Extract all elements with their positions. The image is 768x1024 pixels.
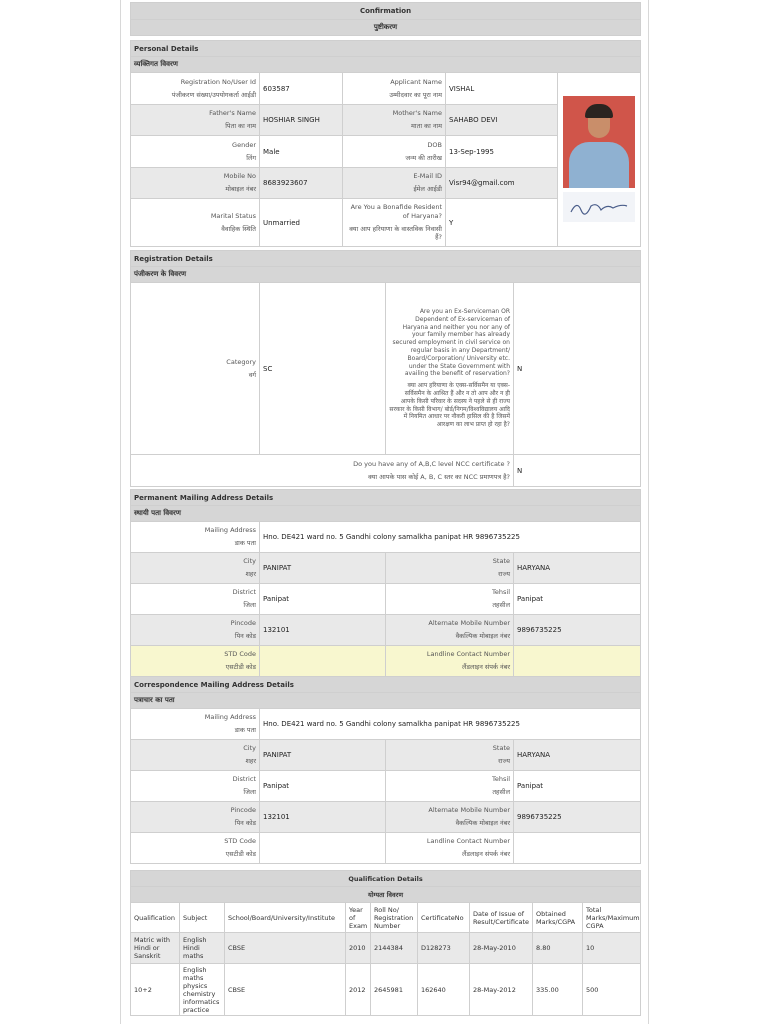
- ex-serviceman-question: Are you an Ex-Serviceman OR Dependent of Ex-serviceman of Haryana and neither you nor any of your family member has already secured employment in civil service on regular basis in any Department/ Board/Corporation/ University etc. under the State Government with availing the benefit of reservation? क्या आप हरियाणा के एक्स-सर्विसमैन या एक्स-सर्विसमैन के आश्रित हैं और न तो आप और न ही आपके किसी परिवार के सदस्य ने पहले से ही राज्य सरकार के किसी विभाग/ बोर्ड/निगम/विश्वविद्यालय आदि में नियमित आधार पर नौकरी हासिल की है जिसमें आरक्षण का लाभ प्राप्त हो रहा है?: [386, 283, 514, 455]
- correspondence-address-header-hindi: पत्राचार का पता: [131, 693, 641, 709]
- table-cell: 2010: [346, 933, 371, 964]
- correspondence-std-value: [260, 833, 386, 864]
- permanent-district-value: Panipat: [260, 584, 386, 615]
- confirmation-title: Confirmation: [131, 3, 641, 20]
- permanent-district-label: District जिला: [131, 584, 260, 615]
- table-cell: English Hindi maths: [180, 933, 225, 964]
- document-page: [120, 0, 649, 1024]
- correspondence-address-value: Hno. DE421 ward no. 5 Gandhi colony samalkha panipat HR 9896735225: [260, 709, 641, 740]
- correspondence-district-label: District जिला: [131, 771, 260, 802]
- ncc-value: N: [514, 455, 641, 487]
- column-header: Date of Issue of Result/Certificate: [470, 903, 533, 933]
- permanent-std-label: STD Code एसटीडी कोड: [131, 646, 260, 677]
- table-cell: CBSE: [225, 933, 346, 964]
- column-header: Obtained Marks/CGPA: [533, 903, 583, 933]
- correspondence-state-value: HARYANA: [514, 740, 641, 771]
- table-cell: 162640: [418, 964, 470, 1016]
- permanent-city-value: PANIPAT: [260, 553, 386, 584]
- table-cell: 335.00: [533, 964, 583, 1016]
- table-cell: 500: [583, 964, 641, 1016]
- permanent-state-label: State राज्य: [386, 553, 514, 584]
- permanent-landline-value: [514, 646, 641, 677]
- applicant-name-value: VISHAL: [446, 73, 558, 105]
- correspondence-city-label: City शहर: [131, 740, 260, 771]
- table-cell: 2144384: [371, 933, 418, 964]
- personal-details-header-hindi: व्यक्तिगत विवरण: [131, 57, 641, 73]
- table-cell: CBSE: [225, 964, 346, 1016]
- qualification-header-hindi: योग्यता विवरण: [131, 887, 641, 903]
- mobile-label: Mobile No मोबाइल नंबर: [131, 168, 260, 199]
- gender-value: Male: [260, 136, 343, 168]
- mother-name-value: SAHABO DEVI: [446, 105, 558, 136]
- permanent-state-value: HARYANA: [514, 553, 641, 584]
- personal-details-header: Personal Details: [131, 41, 641, 57]
- qualification-header: Qualification Details: [131, 871, 641, 887]
- table-cell: 10+2: [131, 964, 180, 1016]
- father-name-label: Father's Name पिता का नाम: [131, 105, 260, 136]
- marital-status-label: Marital Status वैवाहिक स्थिति: [131, 199, 260, 247]
- permanent-address-header-hindi: स्थायी पता विवरण: [131, 506, 641, 522]
- correspondence-alt-mobile-value: 9896735225: [514, 802, 641, 833]
- column-header: Qualification: [131, 903, 180, 933]
- column-header: CertificateNo: [418, 903, 470, 933]
- registration-details-header-hindi: पंजीकरण के विवरण: [131, 267, 641, 283]
- personal-details-table: [130, 2, 641, 247]
- permanent-address-value: Hno. DE421 ward no. 5 Gandhi colony samalkha panipat HR 9896735225: [260, 522, 641, 553]
- permanent-city-label: City शहर: [131, 553, 260, 584]
- column-header: Year of Exam: [346, 903, 371, 933]
- correspondence-landline-label: Landline Contact Number लैंडलाइन संपर्क नंबर: [386, 833, 514, 864]
- permanent-address-table: [130, 489, 641, 864]
- correspondence-state-label: State राज्य: [386, 740, 514, 771]
- table-cell: English maths physics chemistry informatics practice: [180, 964, 225, 1016]
- marital-status-value: Unmarried: [260, 199, 343, 247]
- category-label: Category वर्ग: [131, 283, 260, 455]
- applicant-name-label: Applicant Name उम्मीदवार का पूरा नाम: [343, 73, 446, 105]
- table-cell: 10: [583, 933, 641, 964]
- correspondence-landline-value: [514, 833, 641, 864]
- column-header: School/Board/University/Institute: [225, 903, 346, 933]
- correspondence-address-header: Correspondence Mailing Address Details: [131, 677, 641, 693]
- applicant-signature: [563, 192, 635, 222]
- column-header: Subject: [180, 903, 225, 933]
- category-value: SC: [260, 283, 386, 455]
- correspondence-pincode-label: Pincode पिन कोड: [131, 802, 260, 833]
- email-label: E-Mail ID ईमेल आईडी: [343, 168, 446, 199]
- permanent-tehsil-label: Tehsil तहसील: [386, 584, 514, 615]
- qualification-table: [130, 870, 641, 1016]
- table-cell: 8.80: [533, 933, 583, 964]
- father-name-value: HOSHIAR SINGH: [260, 105, 343, 136]
- permanent-pincode-label: Pincode पिन कोड: [131, 615, 260, 646]
- correspondence-tehsil-label: Tehsil तहसील: [386, 771, 514, 802]
- correspondence-district-value: Panipat: [260, 771, 386, 802]
- ex-serviceman-value: N: [514, 283, 641, 455]
- mobile-value: 8683923607: [260, 168, 343, 199]
- permanent-tehsil-value: Panipat: [514, 584, 641, 615]
- correspondence-std-label: STD Code एसटीडी कोड: [131, 833, 260, 864]
- correspondence-city-value: PANIPAT: [260, 740, 386, 771]
- permanent-address-header: Permanent Mailing Address Details: [131, 490, 641, 506]
- registration-no-value: 603587: [260, 73, 343, 105]
- correspondence-pincode-value: 132101: [260, 802, 386, 833]
- table-cell: Matric with Hindi or Sanskrit: [131, 933, 180, 964]
- correspondence-alt-mobile-label: Alternate Mobile Number वैकल्पिक मोबाइल नंबर: [386, 802, 514, 833]
- ncc-question: Do you have any of A,B,C level NCC certificate ? क्या आपके पास कोई A, B, C स्तर का NCC प्रमाणपत्र है?: [131, 455, 514, 487]
- dob-value: 13-Sep-1995: [446, 136, 558, 168]
- permanent-std-value: [260, 646, 386, 677]
- column-header: Total Marks/Maximum CGPA: [583, 903, 641, 933]
- gender-label: Gender लिंग: [131, 136, 260, 168]
- column-header: Roll No/ Registration Number: [371, 903, 418, 933]
- table-row: [131, 964, 641, 1016]
- applicant-photo: [563, 96, 635, 188]
- correspondence-tehsil-value: Panipat: [514, 771, 641, 802]
- permanent-address-label: Mailing Address डाक पता: [131, 522, 260, 553]
- bonafide-value: Y: [446, 199, 558, 247]
- permanent-landline-label: Landline Contact Number लैंडलाइन संपर्क नंबर: [386, 646, 514, 677]
- mother-name-label: Mother's Name माता का नाम: [343, 105, 446, 136]
- bonafide-label: Are You a Bonafide Resident of Haryana? क्या आप हरियाणा के वास्तविक निवासी हैं?: [343, 199, 446, 247]
- permanent-pincode-value: 132101: [260, 615, 386, 646]
- registration-no-label: Registration No/User Id पंजीकरण संख्या/उपयोगकर्ता आईडी: [131, 73, 260, 105]
- table-cell: 2645981: [371, 964, 418, 1016]
- permanent-alt-mobile-value: 9896735225: [514, 615, 641, 646]
- table-cell: 28-May-2010: [470, 933, 533, 964]
- correspondence-address-label: Mailing Address डाक पता: [131, 709, 260, 740]
- table-cell: 28-May-2012: [470, 964, 533, 1016]
- permanent-alt-mobile-label: Alternate Mobile Number वैकल्पिक मोबाइल नंबर: [386, 615, 514, 646]
- table-cell: 2012: [346, 964, 371, 1016]
- table-cell: D128273: [418, 933, 470, 964]
- registration-details-header: Registration Details: [131, 251, 641, 267]
- confirmation-title-hindi: पुष्टीकरण: [131, 20, 641, 36]
- photo-cell: [558, 73, 641, 247]
- table-row: [131, 933, 641, 964]
- dob-label: DOB जन्म की तारीख: [343, 136, 446, 168]
- email-value: Visr94@gmail.com: [446, 168, 558, 199]
- registration-details-table: [130, 250, 641, 487]
